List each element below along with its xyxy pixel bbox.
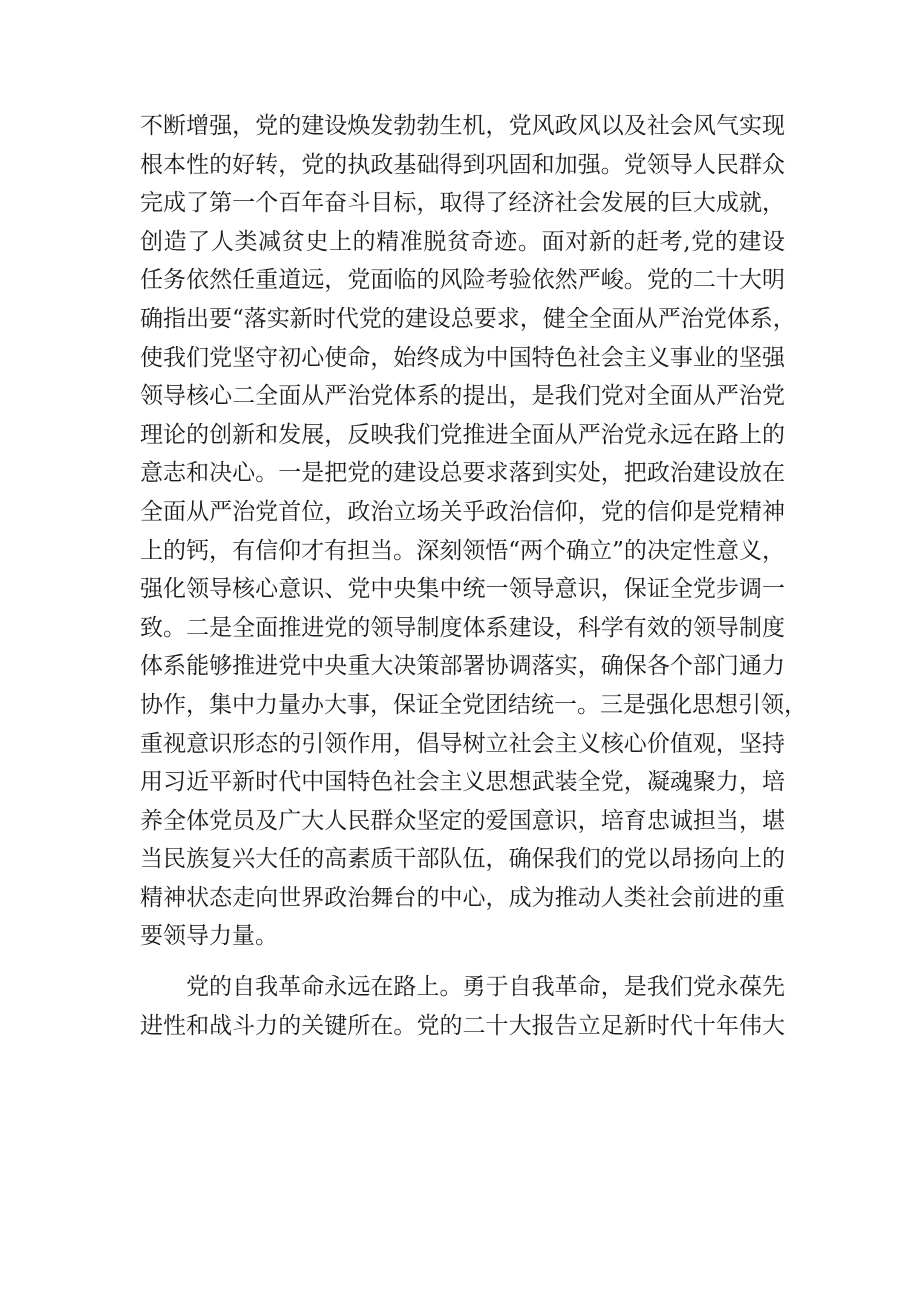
text-line: 强化领导核心意识、党中央集中统一领导意识，保证全党步调一 [140, 576, 785, 603]
text-line: 精神状态走向世界政治舞台的中心，成为推动人类社会前进的重 [140, 884, 785, 911]
text-line: 党的自我革命永远在路上。勇于自我革命，是我们党永葆先 [186, 974, 785, 1001]
text-line: 创造了人类减贫史上的精准脱贫奇迹。面对新的赶考,党的建设 [140, 228, 785, 255]
text-line: 致。二是全面推进党的领导制度体系建设，科学有效的领导制度 [140, 614, 785, 641]
text-line: 不断增强，党的建设焕发勃勃生机，党风政风以及社会风气实现 [140, 113, 785, 139]
text-line: 理论的创新和发展，反映我们党推进全面从严治党永远在路上的 [140, 421, 785, 448]
text-line: 重视意识形态的引领作用，倡导树立社会主义核心价值观，坚持 [140, 730, 785, 757]
text-line: 要领导力量。 [140, 923, 278, 950]
text-line: 进性和战斗力的关键所在。党的二十大报告立足新时代十年伟大 [140, 1012, 785, 1039]
text-line: 协作，集中力量办大事，保证全党团结统一。三是强化思想引领， [140, 691, 807, 718]
text-line: 上的钙，有信仰才有担当。深刻领悟“两个确立”的决定性意义， [140, 537, 785, 564]
text-line: 体系能够推进党中央重大决策部署协调落实，确保各个部门通力 [140, 653, 785, 680]
text-line: 养全体党员及广大人民群众坚定的爱国意识，培育忠诚担当，堪 [140, 807, 785, 834]
text-line: 完成了第一个百年奋斗目标，取得了经济社会发展的巨大成就， [140, 190, 785, 217]
text-line: 用习近平新时代中国特色社会主义思想武装全党，凝魂聚力，培 [140, 769, 785, 796]
text-line: 根本性的好转，党的执政基础得到巩固和加强。党领导人民群众 [140, 151, 785, 178]
text-line: 使我们党坚守初心使命，始终成为中国特色社会主义事业的坚强 [140, 344, 785, 371]
document-body [140, 107, 807, 1045]
text-line: 领导核心二全面从严治党体系的提出，是我们党对全面从严治党 [140, 383, 785, 410]
text-line: 当民族复兴大任的高素质干部队伍，确保我们的党以昂扬向上的 [140, 846, 785, 873]
paragraph-spacer [140, 956, 785, 968]
text-line: 任务依然任重道远，党面临的风险考验依然严峻。党的二十大明 [140, 267, 785, 294]
paragraph-2 [140, 968, 785, 1045]
text-line: 确指出要“落实新时代党的建设总要求，健全全面从严治党体系， [140, 305, 796, 332]
paragraph-1 [140, 107, 807, 956]
text-line: 全面从严治党首位，政治立场关乎政治信仰，党的信仰是党精神 [140, 498, 785, 525]
text-line: 意志和决心。一是把党的建设总要求落到实处，把政治建设放在 [140, 460, 785, 487]
